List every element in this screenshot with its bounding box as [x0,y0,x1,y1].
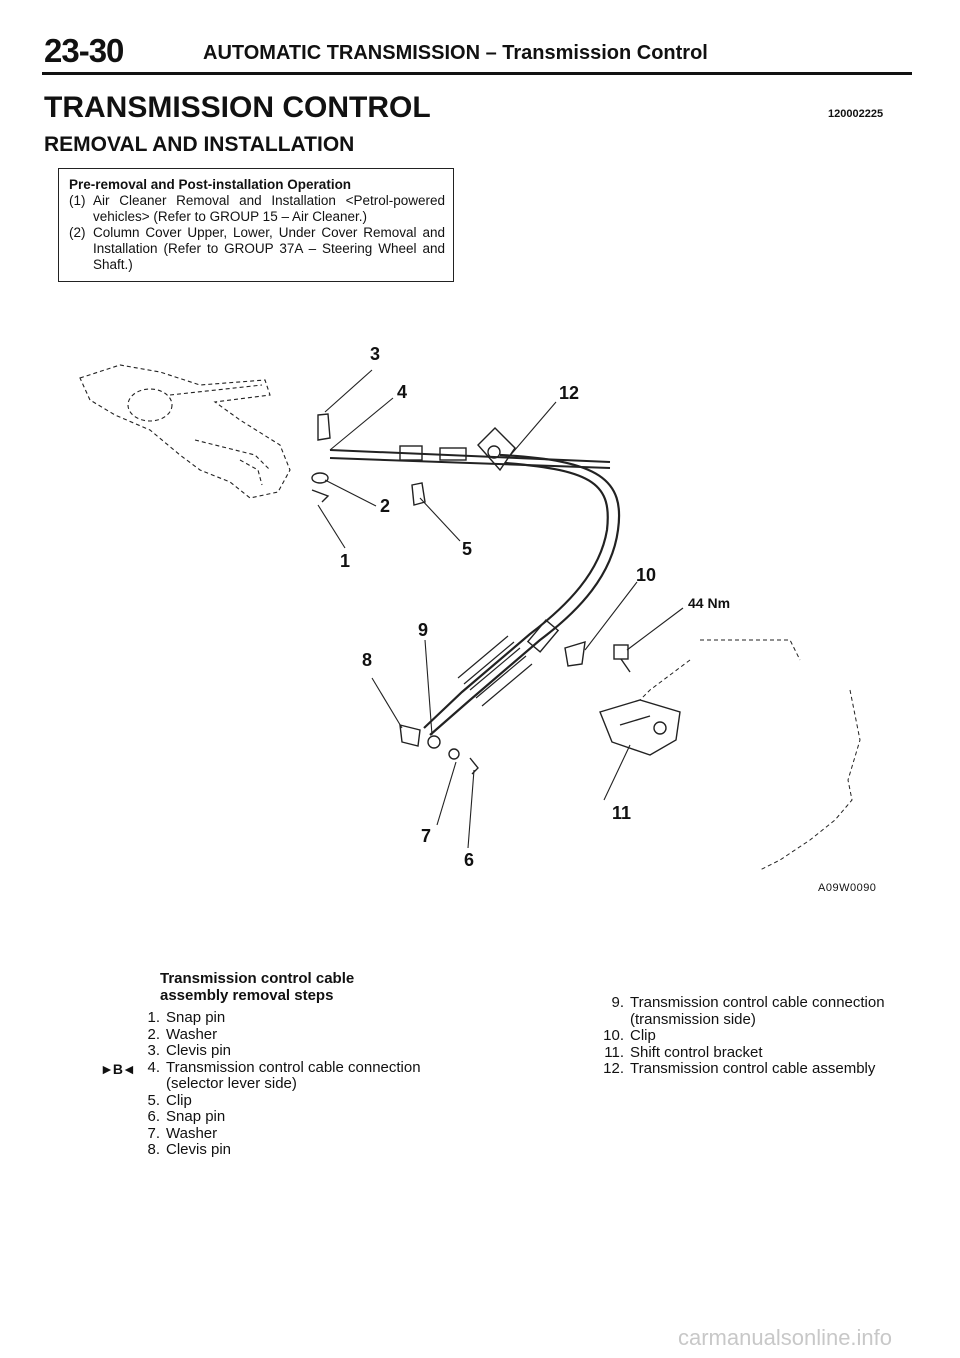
callout-10: 10 [636,565,657,585]
callout-2: 2 [380,496,391,516]
pre-removal-item [69,193,445,225]
callout-5: 5 [462,539,473,559]
left-step-list [136,1010,421,1159]
step-text: Clip [166,1091,192,1109]
callout-3: 3 [370,344,381,364]
step-number [594,1012,630,1029]
document-code: 120002225 [828,108,884,120]
exploded-view-diagram [40,330,920,890]
step-text: Washer [166,1025,218,1043]
step-number: 5. [147,1091,160,1109]
steps-heading-line: assembly removal steps [160,987,334,1004]
footer-watermark: carmanualsonline.info [678,1325,893,1350]
step-item [136,1142,421,1159]
page-number: 23-30 [44,32,124,69]
callout-6: 6 [464,850,475,870]
pre-removal-item [69,225,445,273]
step-text: Clevis pin [166,1042,232,1059]
steps-heading [160,970,354,1004]
step-number: 10. [603,1027,624,1044]
callout-12: 12 [559,383,580,403]
step-item [136,1109,421,1126]
callout-9: 9 [418,620,429,640]
callout-4: 4 [397,382,408,402]
step-item [594,1012,885,1029]
step-item [136,1126,421,1143]
step-text: Transmission control cable assembly [630,1060,876,1077]
pre-removal-heading: Pre-removal and Post-installation Operation [69,177,352,192]
step-text: Snap pin [166,1108,226,1125]
sub-title: REMOVAL AND INSTALLATION [44,133,355,156]
step-text: Transmission control cable connection [630,994,885,1011]
pre-removal-item-number: (1) [69,193,86,208]
step-text: Washer [166,1124,218,1142]
callout-7: 7 [421,826,432,846]
step-item [594,1028,885,1045]
step-text: Transmission control cable connection [166,1058,421,1076]
step-number: 3. [147,1042,160,1059]
callout-8: 8 [362,650,373,670]
section-title: TRANSMISSION CONTROL [44,91,431,124]
step-number: 7. [147,1124,160,1142]
torque-label: 44 Nm [688,595,731,611]
right-step-list [594,995,885,1078]
step-item [136,1060,421,1077]
pre-removal-item-text: Column Cover Upper, Lower, Under Cover Removal and Installation (Refer to GROUP 37A – Steering Wheel and Shaft.) [93,225,445,272]
step-item [594,1045,885,1062]
step-text: (selector lever side) [166,1075,297,1092]
step-item [136,1043,421,1060]
step-number: 8. [147,1141,160,1158]
step-item [136,1076,421,1093]
figure-code: A09W0090 [818,882,877,894]
step-text: Clip [630,1027,656,1044]
step-text: Shift control bracket [630,1043,763,1061]
step-number: 2. [147,1025,160,1043]
step-number: 12. [603,1060,624,1077]
step-text: (transmission side) [630,1010,756,1028]
step-item [136,1093,421,1110]
header-rule [42,72,912,75]
callout-11: 11 [612,803,632,823]
step-text: Snap pin [166,1009,226,1026]
running-header: AUTOMATIC TRANSMISSION – Transmission Control [203,42,708,64]
pre-removal-item-text: Air Cleaner Removal and Installation <Petrol-powered vehicles> (Refer to GROUP 15 – Air Cleaner.) [93,193,445,224]
step-number [136,1076,166,1093]
step-text: Clevis pin [166,1141,232,1158]
step-number: 6. [147,1108,160,1125]
step-number: 1. [147,1009,160,1026]
selector-lever-assembly [80,365,290,498]
step-item [136,1010,421,1027]
step-item [136,1027,421,1044]
callout-1: 1 [340,551,351,571]
step-item [594,1061,885,1078]
service-point-marker: ►B◄ [100,1061,135,1077]
pre-removal-item-number: (2) [69,225,86,240]
step-number: 11. [604,1043,624,1061]
step-number: 4. [147,1058,160,1076]
step-number: 9. [611,994,624,1011]
steps-heading-line: Transmission control cable [160,970,355,987]
step-item [594,995,885,1012]
pre-removal-box [58,168,454,282]
